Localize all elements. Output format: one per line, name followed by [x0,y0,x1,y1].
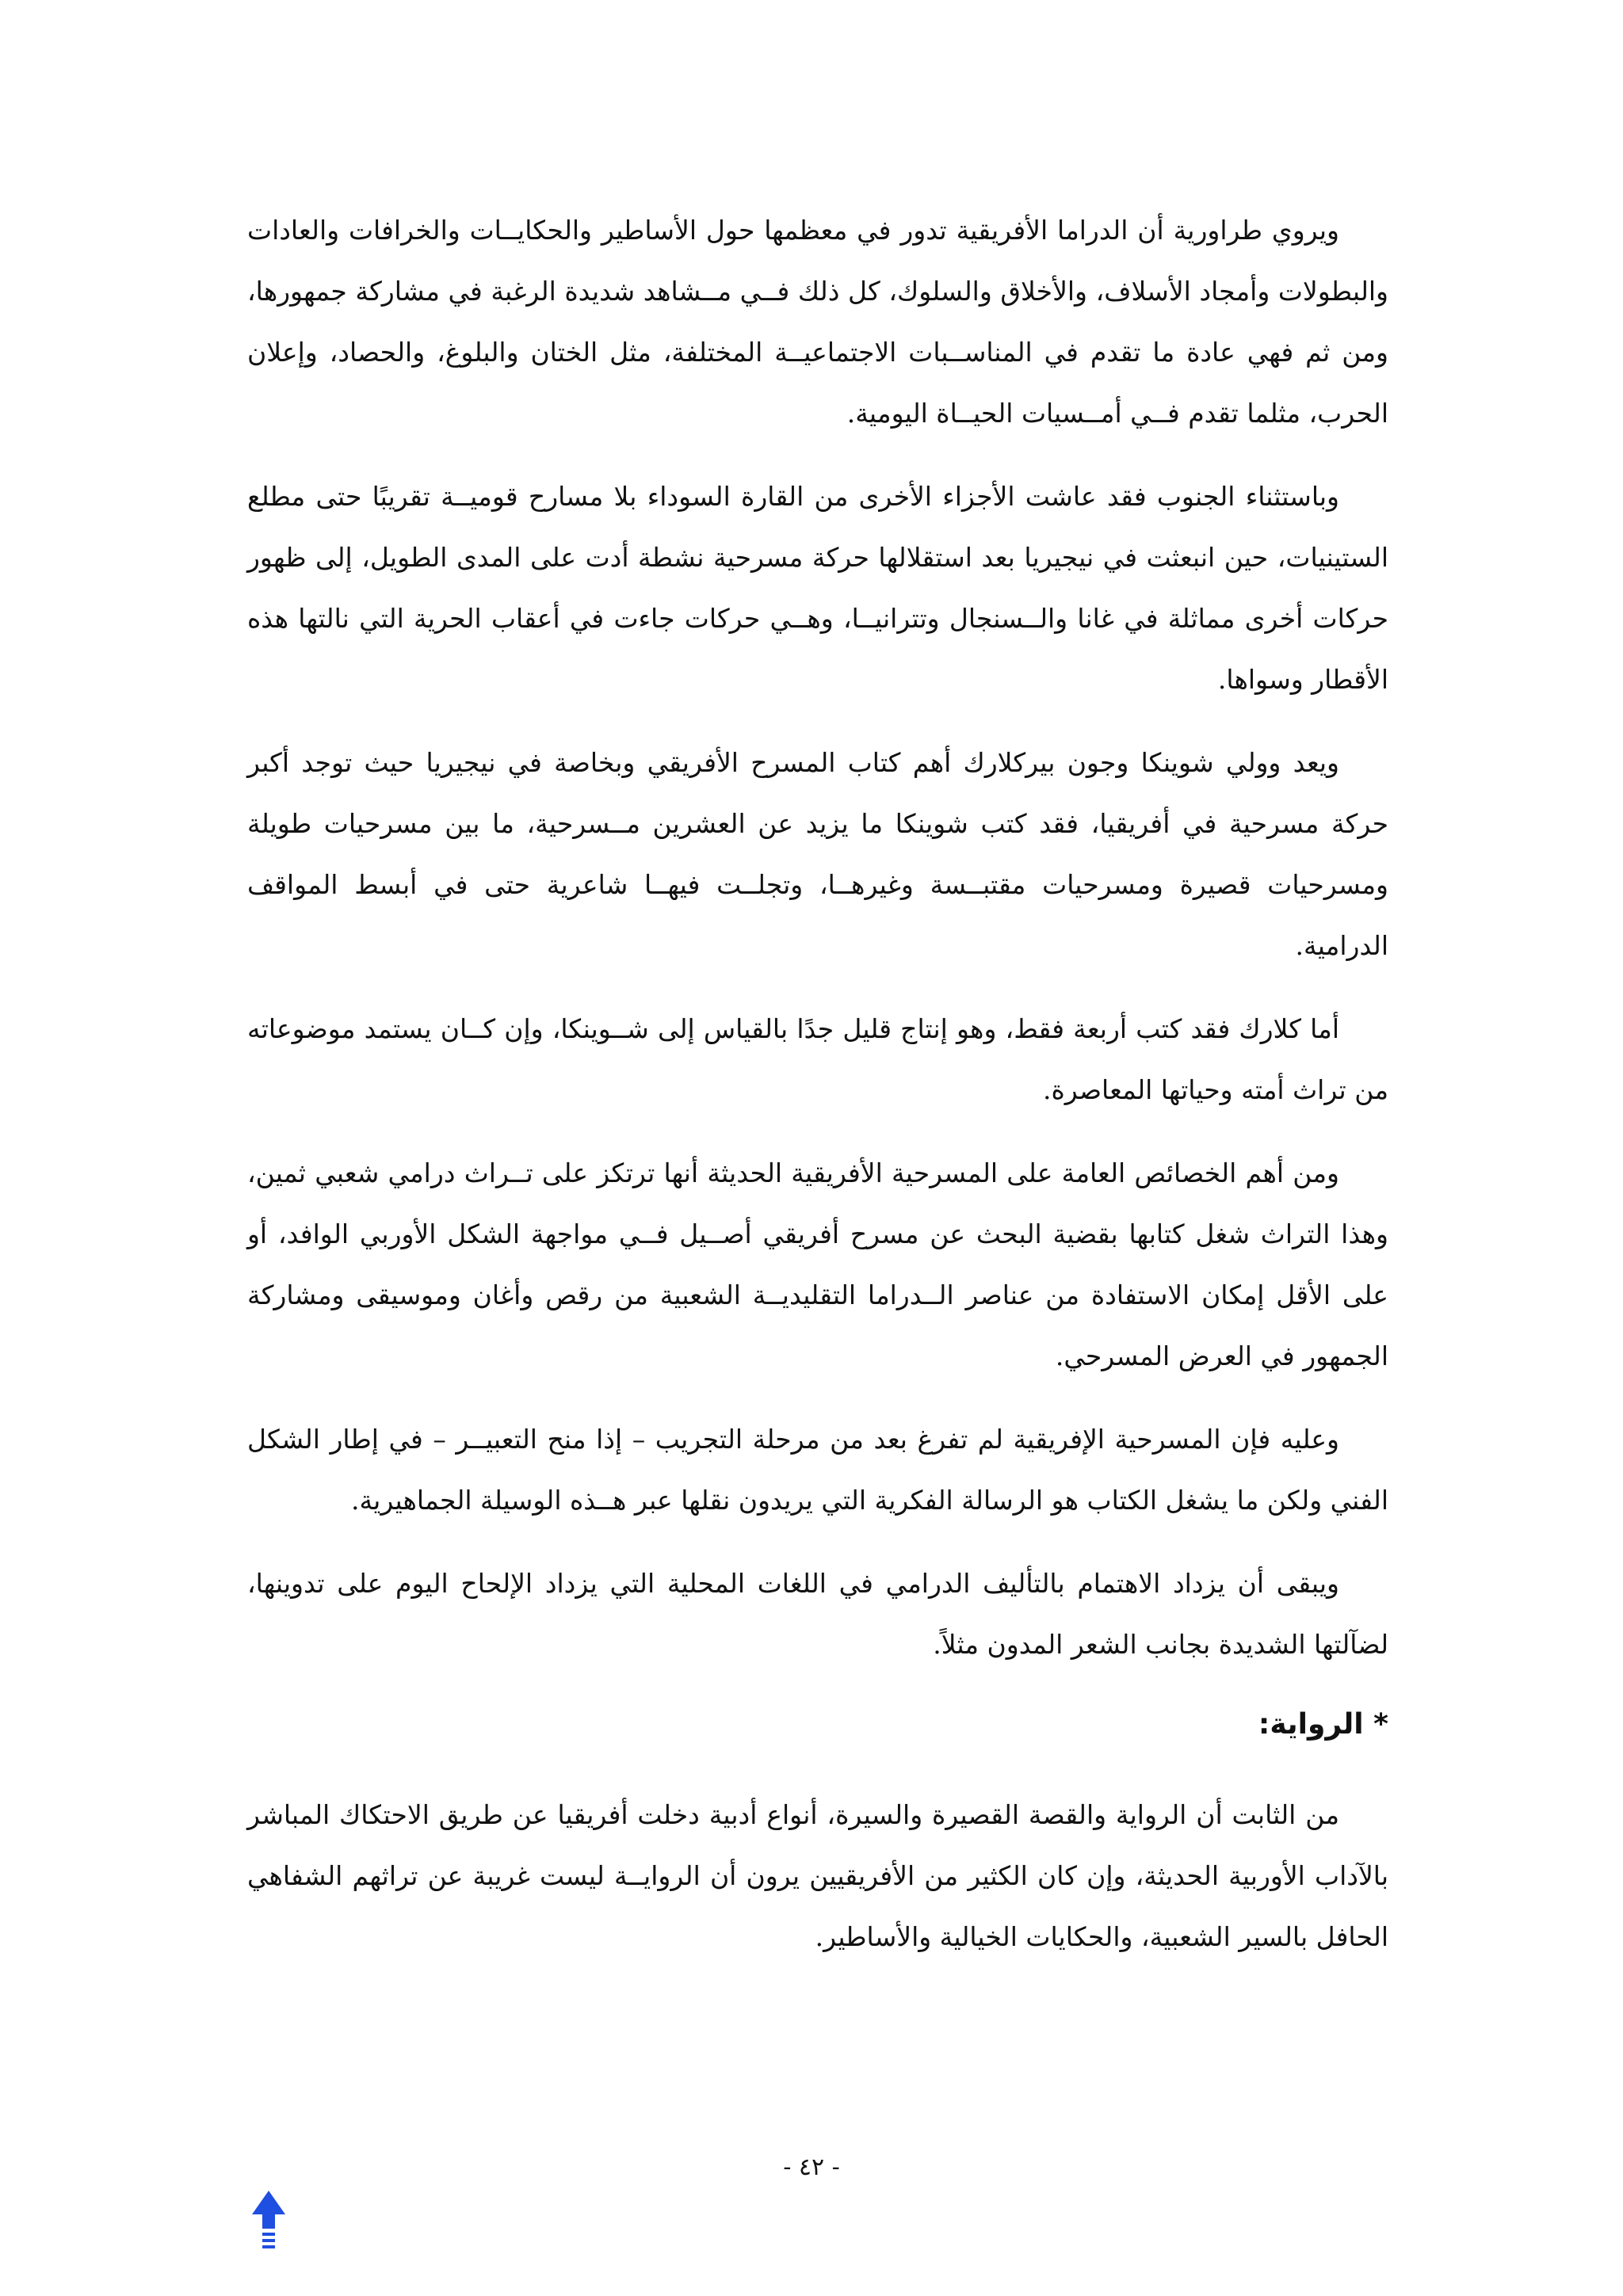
paragraph-5: ومن أهم الخصائص العامة على المسرحية الأفريقية الحديثة أنها ترتكز على تــراث درامي شعبي ثمين، وهذا التراث شغل كتابها بقضية البحث عن مسرح أفريقي أصــيل فــي مواجهة الشكل الأوربي الوافد، أو على الأقل إمكان الاستفادة من عناصر الــدراما التقليديــة الشعبية من رقص وأغان وموسيقى ومشاركة الجمهور في العرض المسرحي. [247,1158,1388,1371]
paragraph-2: وباستثناء الجنوب فقد عاشت الأجزاء الأخرى من القارة السوداء بلا مسارح قوميــة تقريبًا حتى مطلع الستينيات، حين انبعثت في نيجيريا بعد استقلالها حركة مسرحية نشطة أدت على المدى الطويل، إلى ظهور حركات أخرى مماثلة في غانا والــسنجال وتترانيــا، وهــي حركات جاءت في أعقاب الحرية التي نالتها هذه الأقطار وسواها. [247,481,1388,695]
page-number: - ٤٢ - [783,2153,840,2181]
up-arrow-icon[interactable] [252,2191,285,2254]
paragraph-4: أما كلارك فقد كتب أربعة فقط، وهو إنتاج قليل جدًا بالقياس إلى شــوينكا، وإن كــان يستمد موضوعاته من تراث أمته وحياتها المعاصرة. [247,1013,1388,1105]
paragraph-3: ويعد وولي شوينكا وجون بيركلارك أهم كتاب المسرح الأفريقي وبخاصة في نيجيريا حيث توجد أكبر حركة مسرحية في أفريقيا، فقد كتب شوينكا ما يزيد عن العشرين مــسرحية، ما بين مسرحيات طويلة ومسرحيات قصيرة ومسرحيات مقتبــسة وغيرهــا، وتجلــت فيهــا شاعرية حتى في أبسط المواقف الدرامية. [247,747,1388,961]
section-heading: * الرواية: [1258,1708,1388,1741]
paragraph-6: وعليه فإن المسرحية الإفريقية لم تفرغ بعد من مرحلة التجريب – إذا منح التعبيــر – في إطار الشكل الفني ولكن ما يشغل الكتاب هو الرسالة الفكرية التي يريدون نقلها عبر هــذه الوسيلة الجماهيرية. [247,1424,1388,1516]
paragraph-8: من الثابت أن الرواية والقصة القصيرة والسيرة، أنواع أدبية دخلت أفريقيا عن طريق الاحتكاك المباشر بالآداب الأوربية الحديثة، وإن كان الكثير من الأفريقيين يرون أن الروايــة ليست غريبة عن تراثهم الشفاهي الحافل بالسير الشعبية، والحكايات الخيالية والأساطير. [247,1799,1389,1952]
up-arrow-graphic [252,2191,285,2254]
paragraph-7: ويبقى أن يزداد الاهتمام بالتأليف الدرامي في اللغات المحلية التي يزداد الإلحاح اليوم على تدوينها، لضآلتها الشديدة بجانب الشعر المدون مثلاً. [247,1568,1388,1660]
paragraph-1: ويروي طراورية أن الدراما الأفريقية تدور في معظمها حول الأساطير والحكايــات والخرافات والعادات والبطولات وأمجاد الأسلاف، والأخلاق والسلوك، كل ذلك فــي مــشاهد شديدة الرغبة في مشاركة جمهورها، ومن ثم فهي عادة ما تقدم في المناســبات الاجتماعيــة المختلفة، مثل الختان والبلوغ، والحصاد، وإعلان الحرب، مثلما تقدم فــي أمــسيات الحيــاة اليومية. [247,215,1388,429]
text-column [247,200,1388,1989]
